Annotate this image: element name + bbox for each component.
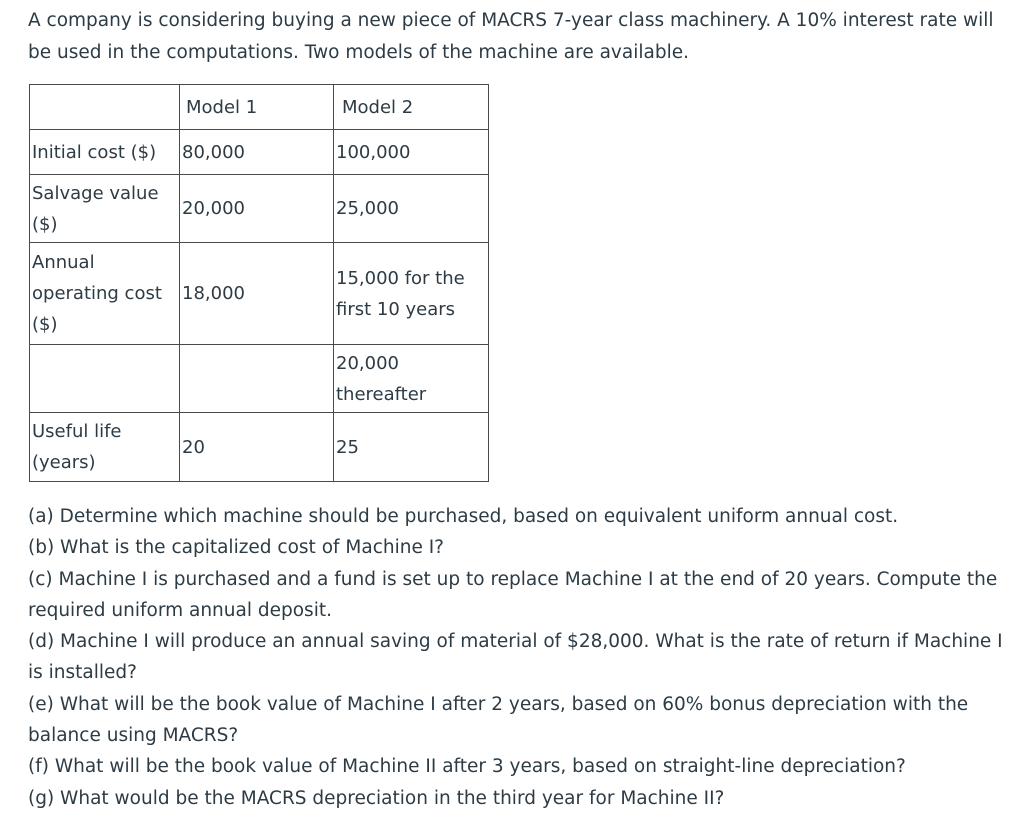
model-2-value: 25,000 [334,175,489,243]
model-1-value: 20 [180,413,334,482]
model-1-value: 20,000 [180,175,334,243]
question-list [28,501,1018,814]
model-2-value: 25 [334,413,489,482]
model-1-value [180,345,334,413]
row-label: Salvage value ($) [30,175,180,243]
row-label: Annual operating cost ($) [30,243,180,345]
table-row [30,243,489,345]
question-a: (a) Determine which machine should be purchased, based on equivalent uniform annual cost. [28,506,899,527]
row-label: Initial cost ($) [30,130,180,175]
question-f: (f) What will be the book value of Machine II after 3 years, based on straight-line depreciation? [28,756,906,778]
table-row [30,345,489,413]
table-header-row [30,85,489,130]
question-g: (g) What would be the MACRS depreciation in the third year for Machine II? [28,787,725,809]
table-row [30,175,489,243]
question-d: (d) Machine I will produce an annual saving of material of $28,000. What is the rate of return if Machine I is installed? [28,631,1003,684]
row-label [30,345,180,413]
model-1-value: 80,000 [180,130,334,175]
header-model-2: Model 2 [334,85,489,130]
question-b: (b) What is the capitalized cost of Machine I? [28,537,444,559]
header-cell-empty [30,85,180,130]
question-c: (c) Machine I is purchased and a fund is set up to replace Machine I at the end of 20 years. Compute the required uniform annual deposit. [28,568,998,621]
header-model-1: Model 1 [180,85,334,130]
model-1-value: 18,000 [180,243,334,345]
model-2-value: 15,000 for the first 10 years [334,243,489,345]
question-e: (e) What will be the book value of Machine I after 2 years, based on 60% bonus depreciation with the balance using MACRS? [28,693,969,747]
problem-intro: A company is considering buying a new piece of MACRS 7-year class machinery. A 10% interest rate will be used in the computations. Two models of the machine are available. [28,10,994,63]
model-2-value: 20,000 thereafter [334,345,489,413]
row-label: Useful life (years) [30,413,180,482]
machine-comparison-table [29,84,489,482]
model-2-value: 100,000 [334,130,489,175]
table-row [30,130,489,175]
table-row [30,413,489,482]
